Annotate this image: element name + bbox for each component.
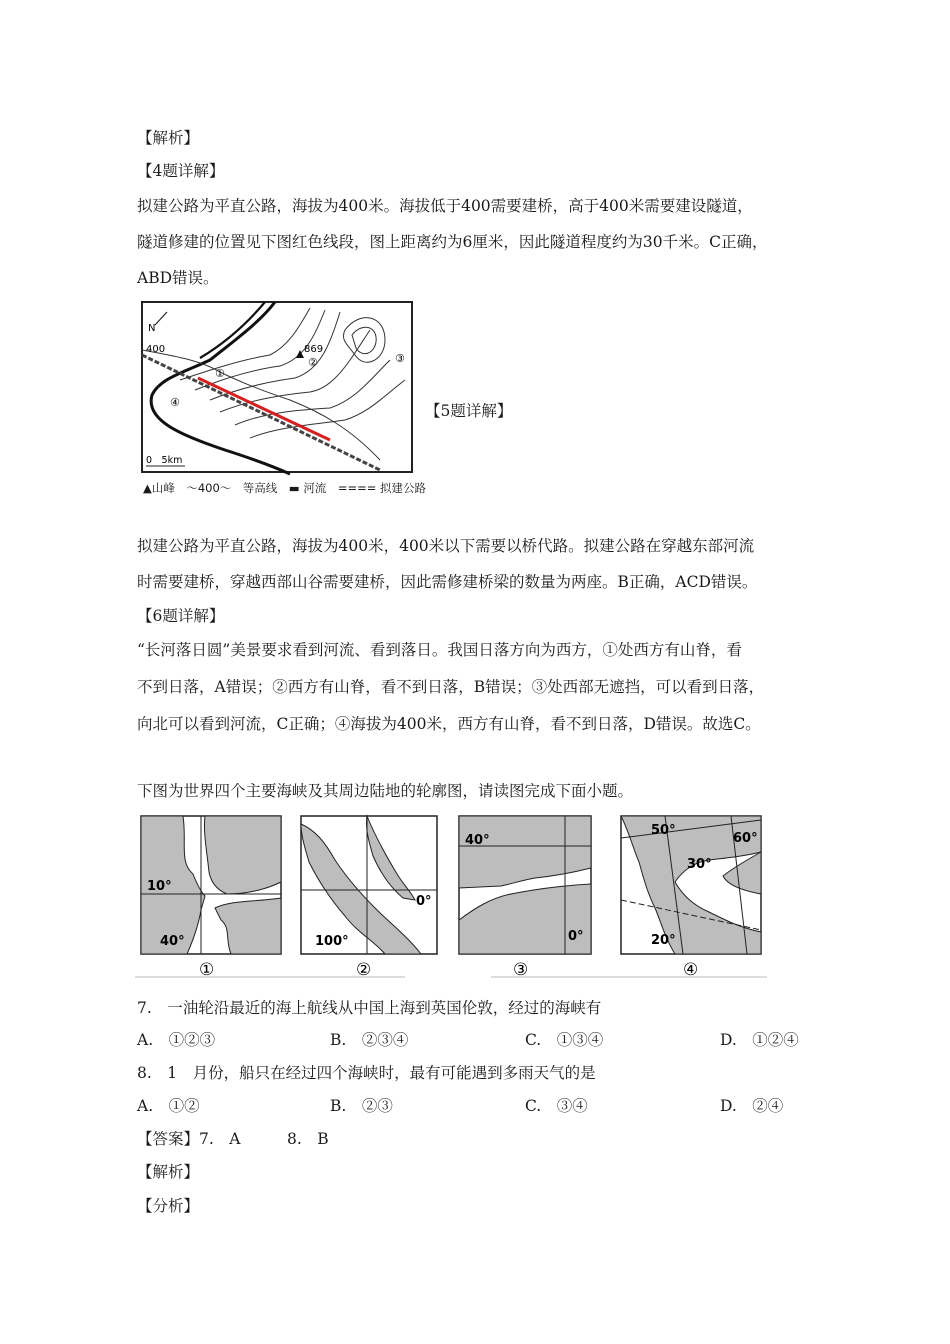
q7-option-a: A. ①②③ [137,1031,216,1049]
q4-line-3: ABD错误。 [137,269,219,287]
contour-map [140,300,415,478]
q5-line-2: 时需要建桥，穿越西部山谷需要建桥，因此需修建桥梁的数量为两座。B正确，ACD错误。 [137,573,758,591]
map2-label-lat: 0° [416,894,432,909]
map4-label-20: 20° [651,933,676,948]
strait-intro: 下图为世界四个主要海峡及其周边陆地的轮廓图，请读图完成下面小题。 [137,782,634,800]
map1-label-lon: 40° [160,934,185,949]
strait-maps [135,812,770,980]
q6-line-1: “长河落日圆”美景要求看到河流、看到落日。我国日落方向为西方，①处西方有山脊，看 [137,641,742,659]
analysis-header: 【解析】 [137,129,200,147]
strait-map-4 [621,816,761,980]
q8-option-c: C. ③④ [525,1097,588,1115]
map4-label-30: 30° [687,857,712,872]
fenxi-header: 【分析】 [137,1197,200,1215]
map1-number: ① [199,960,215,980]
q7-option-b: B. ②③④ [330,1031,409,1049]
map4-number: ④ [683,960,699,980]
q4-header: 【4题详解】 [137,162,225,180]
contour-400-label: 400 [146,344,166,355]
scale-label: 0 5km [146,455,183,466]
map2-label-lon: 100° [315,934,349,949]
contour-map-figure [140,300,415,482]
q8-option-b: B. ②③ [330,1097,393,1115]
q5-line-1: 拟建公路为平直公路，海拔为400米，400米以下需要以桥代路。拟建公路在穿越东部河流 [137,537,755,555]
q6-line-3: 向北可以看到河流，C正确；④海拔为400米，西方有山脊，看不到日落，D错误。故选C。 [137,715,761,733]
contour-legend: ▲山峰 ～400～ 等高线 ▬ 河流 ==== 拟建公路 [143,481,427,495]
map3-number: ③ [513,960,529,980]
map4-label-50: 50° [651,823,676,838]
q6-line-2: 不到日落，A错误；②西方有山脊，看不到日落，B错误；③处西部无遮挡，可以看到日落， [137,678,765,696]
map1-label-lat: 10° [147,879,172,894]
circle-label-2: ② [308,356,318,369]
q8-option-a: A. ①② [137,1097,200,1115]
q8-option-d: D. ②④ [720,1097,784,1115]
circle-label-3: ③ [395,352,405,365]
peak-height-label: 869 [304,344,324,355]
map2-number: ② [356,960,372,980]
map4-label-60: 60° [733,831,758,846]
map3-label-lat: 40° [465,833,490,848]
q7-option-c: C. ①③④ [525,1031,604,1049]
q7-option-d: D. ①②④ [720,1031,799,1049]
strait-maps-figure [135,812,770,984]
q4-line-2: 隧道修建的位置见下图红色线段，图上距离约为6厘米，因此隧道程度约为30千米。C正确， [137,233,768,251]
strait-map-2 [301,816,437,980]
circle-label-1: ① [215,367,225,380]
strait-map-3 [459,816,591,980]
north-label: N [148,323,156,334]
q4-line-1: 拟建公路为平直公路，海拔为400米。海拔低于400需要建桥，高于400米需要建设隧道， [137,197,753,215]
strait-map-1 [141,816,281,980]
q8-stem: 8. 1 月份，船只在经过四个海峡时，最有可能遇到多雨天气的是 [137,1064,596,1082]
map3-label-lon: 0° [568,929,584,944]
analysis-header-2: 【解析】 [137,1163,200,1181]
q6-header: 【6题详解】 [137,607,225,625]
circle-label-4: ④ [170,396,180,409]
answer-line: 【答案】7. A 8. B [137,1130,329,1148]
q5-header: 【5题详解】 [425,402,513,420]
q7-stem: 7. 一油轮沿最近的海上航线从中国上海到英国伦敦，经过的海峡有 [137,999,602,1017]
